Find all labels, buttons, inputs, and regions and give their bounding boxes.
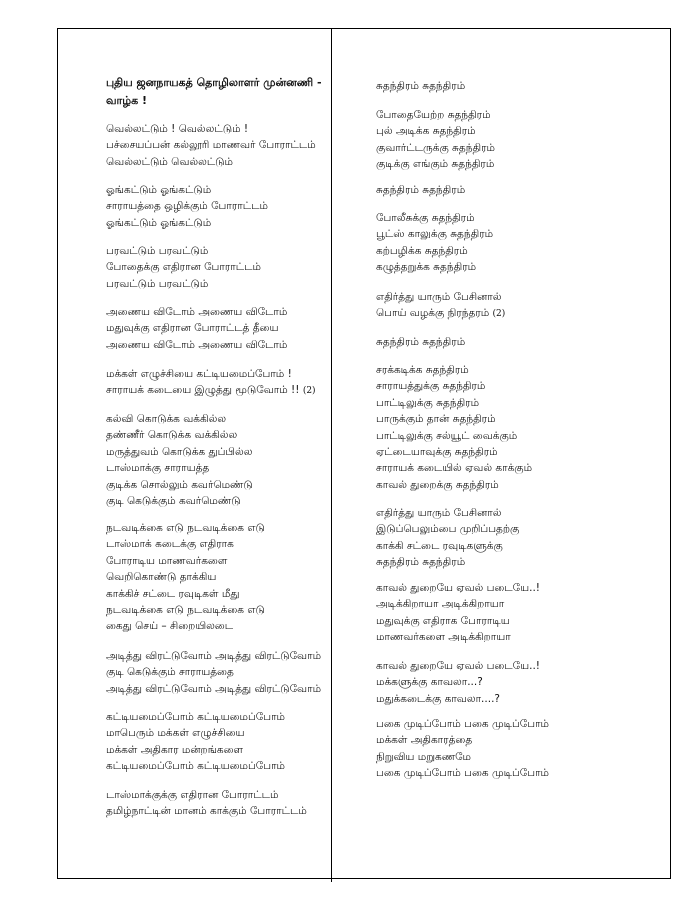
verse-line: [376, 521, 519, 537]
verse-text: காவல் துறைக்கு சுதந்திரம்: [376, 478, 499, 491]
verse-text: ஓங்கட்டும் ஓங்கட்டும்: [106, 184, 212, 196]
verse-line: [106, 787, 278, 803]
verse-text: மக்கள் அதிகாரத்தை: [376, 734, 473, 747]
verse-text: கற்பழிக்க சுதந்திரம்: [376, 244, 468, 257]
repeat-mark: (2): [302, 386, 316, 397]
verse-line: [376, 107, 491, 123]
verse-line: [376, 78, 465, 94]
verse-line: [376, 580, 540, 596]
verse-line: [106, 536, 234, 552]
verse-text: டாஸ்மாக்கு சாராயத்த: [106, 462, 210, 475]
verse-text: கழுத்தறுக்க சுதந்திரம்: [376, 261, 477, 274]
verse-text: அடிக்கிறாயா அடிக்கிறாயா: [376, 598, 505, 611]
verse-text: இடுப்பெலும்பை முறிப்பதற்கு: [376, 523, 520, 536]
verse-line: [376, 259, 476, 275]
verse-text: குடி கெடுக்கும் சாராயத்தை: [106, 666, 234, 679]
verse-line: [106, 586, 239, 602]
verse-line: [106, 382, 316, 398]
verse-text: சரக்கடிக்க சுதந்திரம்: [376, 364, 469, 376]
verse-line: [106, 493, 241, 509]
verse-line: [106, 276, 208, 292]
verse-text: குடி கெடுக்கும் கவர்மெண்டு: [106, 495, 241, 507]
verse-line: [106, 411, 226, 427]
verse-line: [106, 243, 208, 259]
verse-line: [376, 378, 485, 394]
verse-text: போராடிய மாணவர்களை: [106, 554, 228, 567]
verse-text: கட்டியமைப்போம் கட்டியமைப்போம்: [106, 760, 286, 773]
verse-text: பகை முடிப்போம் பகை முடிப்போம்: [376, 767, 550, 780]
verse-line: [376, 395, 479, 411]
verse-text: அடித்து விரட்டுவோம் அடித்து விரட்டுவோம்: [106, 650, 322, 662]
verse-line: [376, 658, 540, 674]
verse-line: [376, 765, 549, 781]
verse-text: காவல் துறையே ஏவல் படையே..!: [376, 660, 541, 672]
verse-text: மாணவர்களை அடிக்கிறாயா: [376, 631, 511, 644]
verse-text: பூட்ஸ் காலுக்கு சுதந்திரம்: [376, 228, 494, 241]
verse-line: [376, 538, 503, 554]
verse-line: [376, 716, 549, 732]
verse-text: குவார்ட்டருக்கு சுதந்திரம்: [376, 141, 495, 154]
verse-line: [376, 749, 471, 765]
verse-text: கட்டியமைப்போம் கட்டியமைப்போம்: [106, 711, 286, 723]
verse-text: மதுவுக்கு எதிராக போராடிய: [376, 614, 510, 627]
verse-line: [376, 732, 472, 748]
verse-text: டாஸ்மாக்குக்கு எதிரான போராட்டம்: [106, 789, 279, 801]
verse-line: [106, 648, 321, 664]
verse-text: பாருக்கும் தான் சுதந்திரம்: [376, 413, 496, 426]
verse-text: போதையேற்ற சுதந்திரம்: [376, 109, 491, 121]
verse-line: [106, 460, 209, 476]
verse-line: [376, 362, 469, 378]
verse-text: பாட்டிலுக்கு சுதந்திரம்: [376, 396, 480, 409]
verse-text: சாராயக் கடையில் ஏவல் காக்கும்: [376, 462, 533, 475]
verse-text: போலீசுக்கு சுதந்திரம்: [376, 212, 475, 224]
verse-line: [106, 427, 237, 443]
verse-text: அணைய விடோம் அணைய விடோம்: [106, 338, 288, 351]
verse-text: சுதந்திரம் சுதந்திரம்: [376, 80, 466, 92]
verse-text: மக்கள் எழுச்சியை கட்டியமைப்போம் !: [106, 368, 292, 380]
verse-text: சாராயக் கடையை இழுத்து மூடுவோம் !!: [106, 384, 300, 397]
verse-line: [106, 259, 261, 275]
verse-text: வெல்லட்டும் வெல்லட்டும்: [106, 155, 233, 168]
verse-line: [106, 320, 279, 336]
verse-text: நிறுவிய மறுகணமே: [376, 750, 471, 763]
verse-text: கல்வி கொடுக்க வக்கில்ல: [106, 413, 227, 425]
verse-line: [106, 137, 316, 153]
verse-text: சாராயத்துக்கு சுதந்திரம்: [376, 380, 486, 393]
verse-line: [106, 337, 287, 353]
verse-line: [376, 411, 496, 427]
verse-text: வெறிகொண்டு தாக்கிய: [106, 571, 217, 584]
verse-line: [106, 154, 233, 170]
verse-text: சுதந்திரம் சுதந்திரம்: [376, 336, 466, 348]
verse-text: மதுவுக்கு எதிரான போராட்டத் தீயை: [106, 322, 279, 335]
verse-line: [106, 803, 307, 819]
verse-line: [376, 182, 465, 198]
verse-line: [376, 444, 498, 460]
title-line-1: புதிய ஜனநாயகத் தொழிலாளர் முன்னணி -: [106, 76, 322, 89]
verse-line: [376, 613, 510, 629]
title-line-2: வாழ்க !: [106, 94, 148, 107]
verse-text: பாட்டிலுக்கு சல்யூட் வைக்கும்: [376, 429, 518, 442]
verse-text: அடித்து விரட்டுவோம் அடித்து விரட்டுவோம்: [106, 682, 322, 695]
verse-line: [376, 691, 500, 707]
verse-line: [376, 140, 495, 156]
verse-line: [376, 123, 476, 139]
verse-line: [106, 618, 233, 634]
verse-text: மாபெரும் மக்கள் எழுச்சியை: [106, 727, 245, 740]
verse-line: [376, 505, 501, 521]
verse-text: காக்கி சட்டை ரவுடிகளுக்கு: [376, 539, 503, 552]
verse-text: டாஸ்மாக் கடைக்கு எதிராக: [106, 538, 234, 551]
verse-line: [376, 210, 475, 226]
verse-line: [376, 596, 504, 612]
verse-line: [376, 334, 465, 350]
verse-text: ஏட்டையாவுக்கு சுதந்திரம்: [376, 446, 498, 458]
verse-line: [106, 477, 253, 493]
verse-text: எதிர்த்து யாரும் பேசினால்: [376, 507, 502, 519]
verse-text: பொய் வழக்கு நிரந்தரம்: [376, 307, 490, 320]
verse-text: தண்ணீர் கொடுக்க வக்கில்ல: [106, 429, 238, 442]
verse-line: [376, 554, 465, 570]
verse-line: [106, 182, 211, 198]
verse-line: [106, 664, 234, 680]
verse-text: காக்கிச் சட்டை ரவுடிகள் மீது: [106, 587, 240, 600]
verse-line: [106, 121, 248, 137]
verse-text: காவல் துறையே ஏவல் படையே..!: [376, 582, 541, 594]
verse-line: [376, 226, 493, 242]
verse-text: நடவடிக்கை எடு நடவடிக்கை எடு: [106, 522, 265, 534]
verse-line: [106, 215, 211, 231]
verse-line: [106, 520, 265, 536]
verse-line: [376, 305, 505, 321]
verse-line: [376, 477, 499, 493]
verse-text: பகை முடிப்போம் பகை முடிப்போம்: [376, 718, 550, 730]
verse-text: ஓங்கட்டும் ஓங்கட்டும்: [106, 216, 212, 229]
verse-text: குடிக்கு எங்கும் சுதந்திரம்: [376, 158, 495, 171]
verse-line: [106, 198, 268, 214]
verse-text: பரவட்டும் பரவட்டும்: [106, 277, 209, 290]
verse-text: தமிழ்நாட்டின் மானம் காக்கும் போராட்டம்: [106, 805, 307, 818]
verse-line: [106, 553, 227, 569]
verse-line: [376, 460, 532, 476]
verse-line: [106, 366, 292, 382]
verse-line: [376, 289, 501, 305]
verse-text: போதைக்கு எதிரான போராட்டம்: [106, 261, 261, 274]
verse-line: [376, 243, 468, 259]
verse-text: பரவட்டும் பரவட்டும்: [106, 245, 209, 257]
repeat-mark: (2): [492, 309, 506, 320]
verse-text: புல் அடிக்க சுதந்திரம்: [376, 125, 476, 138]
verse-text: சுதந்திரம் சுதந்திரம்: [376, 556, 466, 569]
verse-line: [106, 758, 285, 774]
verse-text: மக்கள் அதிகார மன்றங்களை: [106, 743, 244, 756]
verse-text: கைது செய் – சிறையிலடை: [106, 620, 234, 633]
verse-line: [106, 569, 216, 585]
verse-line: [106, 444, 252, 460]
verse-line: [376, 629, 511, 645]
verse-text: மக்களுக்கு காவலா...?: [376, 676, 483, 689]
verse-text: எதிர்த்து யாரும் பேசினால்: [376, 291, 502, 303]
verse-text: சாராயத்தை ஒழிக்கும் போராட்டம்: [106, 200, 268, 213]
verse-line: [376, 674, 483, 690]
verse-text: மதுக்கடைக்கு காவலா....?: [376, 692, 500, 705]
verse-text: குடிக்க சொல்லும் கவர்மெண்டு: [106, 478, 253, 491]
verse-line: [376, 428, 517, 444]
verse-line: [106, 602, 265, 618]
verse-text: நடவடிக்கை எடு நடவடிக்கை எடு: [106, 604, 265, 616]
verse-line: [106, 304, 287, 320]
verse-line: [376, 156, 494, 172]
verse-line: [106, 709, 285, 725]
verse-text: அணைய விடோம் அணைய விடோம்: [106, 306, 288, 318]
verse-line: [106, 681, 321, 697]
verse-line: [106, 725, 245, 741]
verse-text: வெல்லட்டும் ! வெல்லட்டும் !: [106, 123, 249, 135]
verse-line: [106, 742, 243, 758]
verse-text: மருத்துவம் கொடுக்க துப்பில்ல: [106, 445, 253, 458]
column-divider: [331, 28, 332, 882]
verse-text: பச்சையப்பன் கல்லூரி மாணவர் போராட்டம்: [106, 139, 316, 152]
verse-text: சுதந்திரம் சுதந்திரம்: [376, 184, 466, 196]
